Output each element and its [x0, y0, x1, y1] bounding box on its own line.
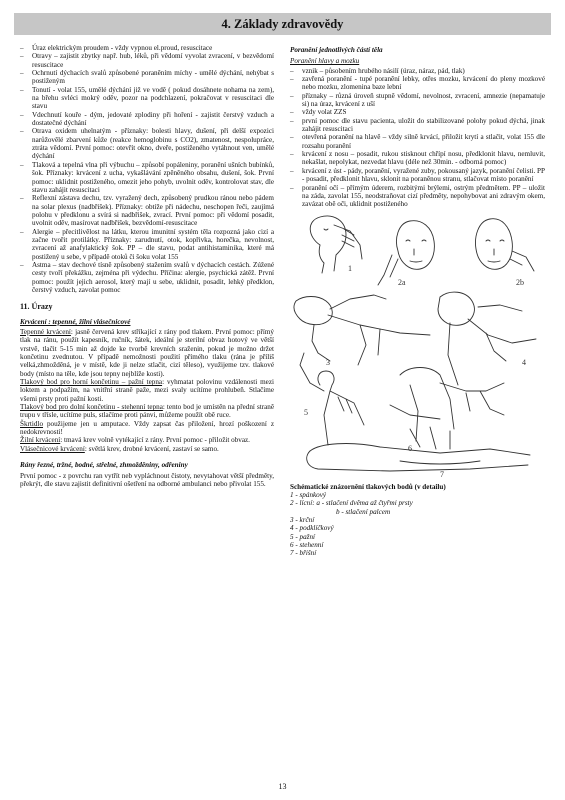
caption-line: 6 - stehenní [290, 540, 324, 549]
panel-femoral [390, 367, 504, 453]
list-item: – Alergie – přecitlivělost na látku, kterou imunitní systém těla rozpozná jako cizí a začne tvořit protilátky. Příznaky: zarudnutí, otok, kopřivka, horečka, nevolnost, zvracení až anafylaktický šok. PP – dle stavu, podat antihistaminika, které má postižený u sebe, v případě otoků či šoku volat 155 [20, 228, 274, 261]
svg-text:3: 3 [326, 357, 330, 367]
pressure-points-illustration [290, 215, 545, 477]
list-item: – krvácení z úst - pády, poranění, vyražené zuby, pokousaný jazyk, poranění čelisti. PP - posadit, předklonit hlavu, sklonit na poraněnou stranu, stlačovat místo poranění [290, 167, 545, 184]
list-item: – krvácení z nosu – posadit, rukou stisknout chřípí nosu, předklonit hlavu, nemluvit, nekašlat, nepolykat, nezvedat hlavu (déle než 30min. - odborná pomoc) [290, 150, 545, 167]
panel-facial-b [476, 218, 534, 270]
panel-facial-a [378, 220, 434, 284]
lower-limb-paragraph [20, 403, 274, 420]
list-item: – Ochrnutí dýchacích svalů způsobené poraněním míchy - umělé dýchání, nehýbat s postiženým [20, 69, 274, 86]
svg-text:5: 5 [304, 407, 308, 417]
lower-limb-label: Tlakový bod pro dolní končetinu - stehenní tepna [20, 403, 163, 412]
list-item: – příznaky – různá úroveň stupně vědomí, nevolnost, zvracení, amnezie (nepamatuje si) na úraz, krvácení z uší [290, 92, 545, 109]
list-item: – Vdechnutí kouře - dým, jedovaté zplodiny při hoření - zajistit čerstvý vzduch a dostatečné dýchání [20, 111, 274, 128]
capillary-label: Vlásečnicové krvácení [20, 444, 85, 453]
svg-text:4: 4 [522, 357, 526, 367]
capillary-paragraph [20, 445, 274, 453]
upper-limb-label: Tlakový bod pro horní končetinu – pažní tepna [20, 378, 163, 387]
wounds-title: Rány řezné, tržné, bodné, střelné, zhmožděniny, odřeniny [20, 461, 188, 470]
list-item: – Tlaková a tepelná vlna při výbuchu – způsobí popáleniny, poranění ušních bubínků, šok. Příznaky: krvácení z ucha, vykašlávání zpěněného obsahu, dušení, šok. První pomoc: uklidnit postiženého, omezit jeho pohyb, uvolnit oděv, kontrolovat stav, dle stavu zahájit resuscitaci [20, 161, 274, 194]
caption-line: 2 - lícní: a - stlačení dvěma až čtyřmi prsty [290, 499, 413, 508]
fig-label-2a: 2a [398, 277, 406, 287]
page-number: 13 [278, 782, 287, 791]
caption-line: 1 - spánkový [290, 490, 327, 499]
caption-line: b - stlačení palcem [336, 507, 391, 516]
tourniquet-text: použijeme jen u amputace. Vždy zapsat čas přiložení, hrozí poškození z nedokrevnosti! [20, 419, 274, 437]
list-item: – Astma – stav dechové tísně způsobený stažením svalů v dýchacích cestách. Zúžené cesty tvoří překážku, zejména při výdechu. Příčina: alergie, psychická zátěž. První pomoc: použít jejich aerosol, který mají u sebe, uklidnit, posadit, lehký předklon, čerstvý vzduch, zavolat pomoc [20, 261, 274, 294]
caption-line: 3 - krční [290, 515, 315, 524]
injuries-title: Poranění jednotlivých částí těla [290, 46, 383, 54]
panel-subclavian [438, 292, 536, 385]
bleeding-title: Krvácení : tepenné, žilní vlásečnicové [20, 317, 131, 326]
caption-line: 7 - břišní [290, 549, 317, 558]
upper-limb-text: : vyhmatat polovinu vzdálenosti mezi loktem a podpažím, na vnitřní straně paže, mezi svaly ucítíme prohlubeň. Stlačíme všemi prsty proti pažní kosti. [20, 378, 275, 403]
list-item: – Úraz elektrickým proudem - vždy vypnou el.proud, resuscitace [20, 44, 274, 52]
lower-limb-text: : tento bod je umístěn na přední straně trupu v tříslе, ucítíme puls, stlačíme proti pánvi, můžeme použít obě ruce. [20, 403, 275, 420]
list-item: – první pomoc dle stavu pacienta, uložit do stabilizované polohy pokud dýchá, jinak zahájit resuscitaci [290, 117, 545, 134]
left-bullet-list [20, 44, 274, 294]
list-item: – poranění očí – přímým úderem, rozbitými brýlemi, ostrým předmětem. PP – uložit na záda, zavolat 155, neodstraňovat cizí předměty, nepohybovat ani zdravým okem, zavázat obě oči, uklidnit postiženého [290, 184, 545, 209]
arterial-bleeding-paragraph [20, 328, 274, 378]
panel-brachial [300, 353, 364, 445]
figure-caption-title: Schématické znázornění tlakových bodů (v detailu) [290, 482, 446, 491]
list-item: – zavřená poranění - tupé poranění lebky, otřes mozku, krvácení do pleny mozkové nebo mozku, zlomenina baze lební [290, 75, 545, 92]
chapter-header [14, 13, 551, 35]
upper-limb-paragraph [20, 378, 274, 403]
panel-temporal [310, 216, 362, 273]
head-injuries-subtitle: Poranění hlavy a mozku [290, 57, 360, 66]
left-column [20, 44, 274, 488]
pressure-points-drawing [290, 215, 545, 477]
list-item: – Otravy – zajistit zbytky např. hub, léků, při vědomí vyvolat zvracení, v bezvědomí resuscitace [20, 52, 274, 69]
right-bullet-list [290, 67, 545, 209]
wounds-text: První pomoc - z povrchu ran vytřít neb vypláchnout čistoty, nevytahovat větší předměty, překrýt, dle stavu zajistit definitivní ošetření na odborné ambulanci nebo přivolat 155. [20, 471, 274, 488]
arterial-text: : jasně červená krev stříkající z rány pod tlakem. První pomoc: přímý tlak na ránu, použít kapesník, ručník, šátek, ideální je sterilní obvaz hotový ve větší vrstvě, tlačit 5-15 min až dojde ke tvorbě krevních sraženin, pokud je možno držet končetinu zvednutou. V případě nemožnosti použití přímého tlaku (rána je příliš velká,zhmožděná, je v místě, kde ji nelze stlačit, cizí těleso), využijeme tzv. tlakové body (místo na těle, kde jsou tepny nejblíže kosti). [20, 328, 274, 378]
fig-label-1: 1 [348, 263, 352, 273]
svg-text:6: 6 [408, 443, 412, 453]
chapter-title: 4. Základy zdravovědy [221, 17, 344, 31]
right-column [290, 44, 545, 558]
caption-line: 5 - pažní [290, 532, 315, 541]
svg-text:7: 7 [440, 469, 444, 477]
list-item: – Tonutí - volat 155, umělé dýchání již ve vodě ( pokud dosáhnete nohama na zem), na břehu svléci mokrý oděv, pozor na podchlazení, pokračovat v resuscitaci dle stavu [20, 86, 274, 111]
caption-line: 4 - podklíčkový [290, 524, 334, 533]
tourniquet-label: Škrtidlo [20, 419, 44, 428]
venous-label: Žilní krvácení [20, 436, 61, 445]
panel-abdominal [307, 427, 530, 477]
panel-carotid [294, 295, 430, 367]
venous-paragraph [20, 436, 274, 444]
list-item: – Reflexní zástava dechu, tzv. vyražený dech, způsobený prudkou ránou nebo pádem na solar plexus (nadbřišek). Příznaky: obtíže při nádechu, neschopen řeči, zaujímá polohu v předklonu a svírá si nadbřišek, zvrací. První pomoc: při vědomí posadit, uvolnit oděv, masírovat nadbřišek, bezvědomí-resuscitace [20, 194, 274, 227]
venous-text: : tmavá krev volně vytékající z rány. První pomoc - přiložit obvaz. [60, 436, 250, 445]
list-item: – vznik – působením hrubého násilí (úraz, náraz, pád, tlak) [290, 67, 545, 75]
arterial-label: Tepenné krvácení [20, 328, 71, 336]
tourniquet-paragraph [20, 420, 274, 437]
list-item: – Otrava oxidem uhelnatým - příznaky: bolesti hlavy, dušení, při delší expozici narůžovělé zbarvení kůže (reakce hemoglobinu s CO2), zmatenost, nespolupráce, ztráta vědomí. První pomoc: otevřít okno, dveře, postiženého vytáhnout ven, umělé dýchání [20, 127, 274, 160]
list-item: – otevřená poranění na hlavě – vždy silně krvácí, přiložit krytí a stlačit, volat 155 dle rozsahu poranění [290, 133, 545, 150]
fig-label-2b: 2b [516, 277, 524, 287]
capillary-text: : světlá krev, drobné krvácení, zastaví se samo. [84, 444, 219, 453]
section-title: 11. Úrazy [20, 302, 53, 312]
list-item: – vždy volat ZZS [290, 108, 545, 116]
